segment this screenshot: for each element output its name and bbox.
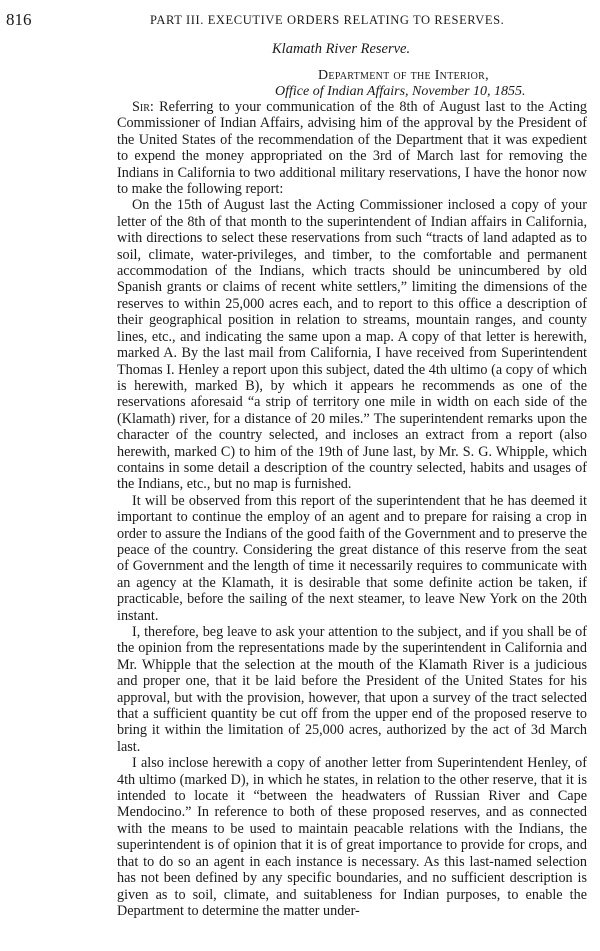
- paragraph: I, therefore, beg leave to ask your attention to the subject, and if you shall be of the opinion from the representations made by the superintendent in California and Mr. Whipple that the selection at the mouth of the Klamath River is a judicious and proper one, that it be laid before the President of the United States for his approval, but with the provision, however, that upon a survey of the tract selected that a sufficient quantity be cut off from the upper end of the proposed reserve to bring it within the limitation of 25,000 acres, authorized by the act of 3d March last.: [117, 624, 587, 755]
- letterhead-office-date: Office of Indian Affairs, November 10, 1855.: [275, 84, 526, 99]
- paragraph: [117, 99, 587, 197]
- paragraph: I also inclose herewith a copy of another letter from Superintendent Henley, of 4th ultimo (marked D), in which he states, in relation to the other reserve, that it is intended to locate it “between the headwaters of Russian River and Cape Mendocino.” In reference to both of these proposed reserves, and as connected with the means to be used to maintain peacable relations with the Indians, the superintendent is of opinion that it is of great importance to provide for crops, and that to do so an agent in each instance is necessary. As this last-named selection has not been defined by any specific boundaries, and no sufficient description is given as to soil, climate, and suitableness for Indian purposes, to enable the Department to determine the matter under-: [117, 755, 587, 919]
- letter-body: [117, 99, 587, 919]
- paragraph: It will be observed from this report of the superintendent that he has deemed it important to continue the employ of an agent and to prepare for raising a crop in order to assure the Indians of the good faith of the Government and to preserve the peace of the country. Considering the great distance of this reserve from the seat of Government and the length of time it necessarily requires to communicate with an agency at the Klamath, it is desirable that some definite action be taken, if practicable, before the sailing of the next steamer, to leave New York on the 20th instant.: [117, 492, 587, 624]
- running-head: PART III. EXECUTIVE ORDERS RELATING TO RESERVES.: [150, 13, 505, 27]
- paragraph-text: Referring to your communication of the 8th of August last to the Acting Commissioner of Indian Affairs, advising him of the approval by the President of the United States of the recommendation of the Department that it was expedient to expend the money appropriated on the 3rd of March last for removing the Indians in California to two additional military reservations, I have the honor now to make the following report:: [117, 99, 588, 198]
- letterhead-department: Department of the Interior,: [318, 68, 489, 83]
- section-title: Klamath River Reserve.: [272, 41, 411, 57]
- page-number: 816: [6, 10, 32, 29]
- salutation: Sir:: [132, 99, 154, 115]
- paragraph: On the 15th of August last the Acting Commissioner inclosed a copy of your letter of the 8th of that month to the superintendent of Indian affairs in California, with directions to select these reservations from such “tracts of land adapted as to soil, climate, water-privileges, and timber, to the comfortable and permanent accommodation of the Indians, which tracts should be unincumbered by old Spanish grants or claims of recent white settlers,” limiting the dimensions of the reserves to within 25,000 acres each, and to report to this office a description of their geographical position in relation to streams, mountain ranges, and county lines, etc., and indicating the same upon a map. A copy of that letter is herewith, marked A. By the last mail from California, I have received from Superintendent Thomas I. Henley a report upon this subject, dated the 4th ultimo (a copy of which is herewith, marked B), by which it appears he recommends as one of the reservations aforesaid “a strip of territory one mile in width on each side of the (Klamath) river, for a distance of 20 miles.” The superintendent remarks upon the character of the country selected, and incloses an extract from a report (also herewith, marked C) to him of the 19th of June last, by Mr. S. G. Whipple, which contains in some detail a description of the country selected, habits and usages of the Indians, etc., but no map is furnished.: [117, 197, 587, 493]
